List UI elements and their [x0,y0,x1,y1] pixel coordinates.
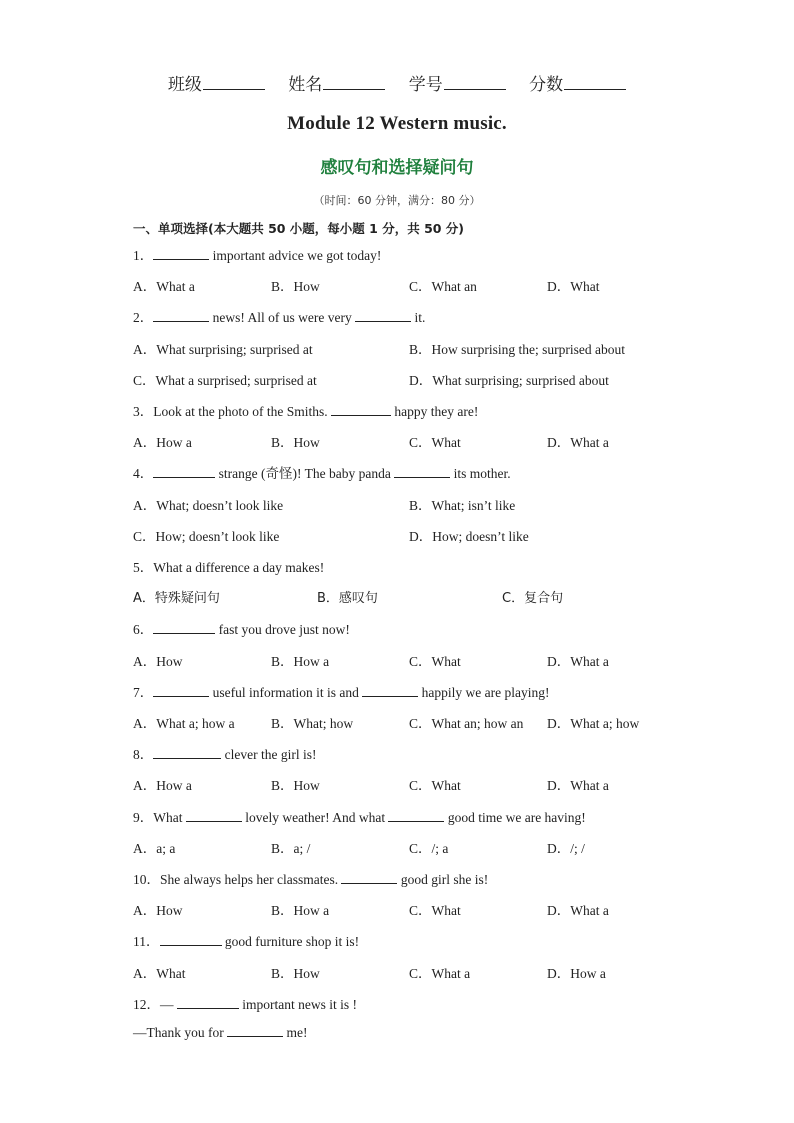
option-label: D．What surprising; surprised about [409,372,609,388]
question-text: important news it is ! [238,996,357,1012]
option-label: C．What an [409,279,477,295]
answer-blank[interactable] [153,621,215,634]
question-4 [133,462,511,482]
option-label: D．What a; how [547,716,640,731]
question-1 [133,244,381,264]
question-text: lovely weather! And what [241,809,389,825]
question-text: —Thank you for [133,1025,228,1040]
option-a[interactable] [133,431,192,451]
option-d[interactable] [409,525,529,545]
question-text: it. [411,310,426,326]
name-blank[interactable] [323,75,385,90]
question-text: good girl she is! [397,872,489,887]
question-number: 11． [133,934,160,950]
option-a[interactable] [133,837,175,857]
option-b[interactable] [271,431,320,451]
option-label: D．What a [547,653,609,669]
question-text: Look at the photo of the Smiths. [153,404,331,419]
option-d[interactable] [547,899,609,919]
question-text: clever the girl is! [221,747,317,763]
option-label: A．How a [133,778,192,794]
option-c[interactable] [409,962,470,982]
question-number: 6． [133,622,154,638]
option-a[interactable] [133,275,195,295]
option-a[interactable] [133,494,283,514]
student-number-blank[interactable] [444,75,506,90]
answer-blank[interactable] [394,465,450,478]
option-d[interactable] [547,431,609,451]
name-field [288,70,385,95]
option-label: A．What surprising; surprised at [133,341,313,357]
option-b[interactable] [271,712,353,732]
answer-blank[interactable] [227,1024,283,1037]
option-label: C．/; a [409,840,449,856]
option-label: B．How [271,279,320,295]
answer-blank[interactable] [355,309,411,322]
option-c[interactable] [133,525,279,545]
option-d[interactable] [409,369,609,389]
question-number: 2． [133,310,154,326]
option-label: D．How; doesn’t like [409,528,529,544]
page-subtitle: 感叹句和选择疑问句 [320,158,474,178]
class-blank[interactable] [203,75,265,90]
question-number: 12． [133,996,160,1012]
answer-blank[interactable] [388,809,444,822]
option-label: B．感叹句 [317,591,378,607]
option-label: A．What a [133,279,195,295]
question-number: 9． [133,809,154,825]
section-heading: 一、单项选择(本大题共 50 小题，每小题 1 分，共 50 分) [133,221,465,236]
option-c[interactable] [409,431,461,451]
answer-blank[interactable] [177,996,239,1009]
option-d[interactable] [547,275,599,295]
option-label: A．How a [133,435,192,451]
option-d[interactable] [547,650,609,670]
option-c[interactable] [409,275,477,295]
option-label: A．a; a [133,840,176,856]
answer-blank[interactable] [341,871,397,884]
option-label: B．What; how [271,716,354,731]
name-label: 姓名 [288,75,323,95]
class-label: 班级 [167,75,202,95]
page-title: Module 12 Western music. [287,113,507,134]
option-label: B．How surprising the; surprised about [409,341,625,357]
dialogue-reply [133,1024,307,1041]
question-number: 10． [133,872,160,887]
answer-blank[interactable] [153,684,209,697]
option-label: C．What [409,778,461,794]
student-info-line [0,70,794,95]
option-label: B．a; / [271,840,311,856]
option-label: A．What a; how a [133,716,235,731]
question-9 [133,806,586,826]
option-b[interactable] [271,837,310,857]
exam-meta: （时间：60 分钟，满分：80 分） [313,194,481,207]
student-number-label: 学号 [408,75,443,95]
option-label: A．What [133,965,186,981]
option-b[interactable] [271,962,320,982]
answer-blank[interactable] [153,309,209,322]
question-text: me! [283,1025,308,1040]
option-label: D．How a [547,965,606,981]
option-a[interactable] [133,712,235,732]
answer-blank[interactable] [331,403,391,416]
option-c[interactable] [409,712,523,732]
option-b[interactable] [271,275,320,295]
question-text: What [153,809,186,825]
option-label: B．How [271,778,320,794]
question-text: news! All of us were very [209,310,356,326]
option-c[interactable] [409,774,461,794]
question-text: happily we are playing! [418,684,550,700]
answer-blank[interactable] [362,684,418,697]
option-a[interactable] [133,587,220,606]
option-d[interactable] [547,712,639,732]
question-text: — [160,996,177,1012]
question-text: good furniture shop it is! [221,934,360,950]
question-text: strange (奇怪)! The baby panda [215,466,395,482]
question-2 [133,306,425,326]
answer-blank[interactable] [153,746,221,759]
question-number: 1． [133,248,154,263]
option-label: C．What [409,903,461,919]
option-label: D．What a [547,435,609,451]
option-label: C．What a surprised; surprised at [133,372,317,388]
option-label: C．复合句 [502,591,564,607]
option-label: C．What [409,435,461,451]
option-a[interactable] [133,338,313,358]
score-field [529,70,626,95]
question-text: good time we are having! [444,809,586,825]
question-number: 5． [133,560,154,575]
option-b[interactable] [409,494,515,514]
option-label: C．What a [409,965,471,981]
score-blank[interactable] [564,75,626,90]
question-text: happy they are! [391,404,479,419]
option-label: B．How [271,965,320,981]
question-11 [133,930,359,950]
question-number: 4． [133,466,154,482]
option-b[interactable] [271,650,329,670]
option-label: A．What; doesn’t look like [133,497,284,513]
option-label: C．How; doesn’t look like [133,528,280,544]
question-text: She always helps her classmates. [160,872,342,887]
option-label: D．What a [547,903,609,919]
option-label: B．How a [271,903,330,919]
option-label: D．What [547,279,600,295]
question-3 [133,400,478,420]
option-b[interactable] [317,587,378,606]
option-d[interactable] [547,774,609,794]
answer-blank[interactable] [153,465,215,478]
question-text: its mother. [450,466,511,482]
option-c[interactable] [502,587,563,606]
option-label: C．What [409,653,461,669]
option-b[interactable] [271,899,329,919]
class-field [168,70,265,95]
option-c[interactable] [409,837,448,857]
question-7 [133,681,549,701]
option-a[interactable] [133,774,192,794]
question-6 [133,618,350,638]
student-number-field [409,70,506,95]
option-c[interactable] [409,899,461,919]
question-5 [133,556,324,576]
option-b[interactable] [409,338,625,358]
answer-blank[interactable] [186,809,242,822]
option-c[interactable] [409,650,461,670]
option-label: B．How a [271,653,330,669]
question-12 [133,993,357,1013]
option-label: A．How [133,653,183,669]
option-a[interactable] [133,650,183,670]
option-b[interactable] [271,774,320,794]
option-a[interactable] [133,899,183,919]
option-label: B．What; isn’t like [409,497,516,513]
option-c[interactable] [133,369,317,389]
question-8 [133,743,316,763]
option-d[interactable] [547,962,606,982]
question-text: useful information it is and [209,684,363,700]
question-number: 7． [133,684,154,700]
answer-blank[interactable] [160,933,222,946]
question-text: important advice we got today! [209,248,382,263]
option-label: B．How [271,435,320,451]
option-label: C．What an; how an [409,716,524,731]
option-d[interactable] [547,837,585,857]
option-label: D．What a [547,778,609,794]
question-number: 8． [133,747,154,763]
question-number: 3． [133,404,154,419]
option-label: A．How [133,903,183,919]
option-label: A．特殊疑问句 [133,591,220,607]
option-label: D．/; / [547,840,585,856]
score-label: 分数 [529,75,564,95]
answer-blank[interactable] [153,247,209,260]
option-a[interactable] [133,962,185,982]
question-text: fast you drove just now! [215,622,350,638]
question-text: What a difference a day makes! [153,560,325,575]
question-10 [133,868,488,888]
